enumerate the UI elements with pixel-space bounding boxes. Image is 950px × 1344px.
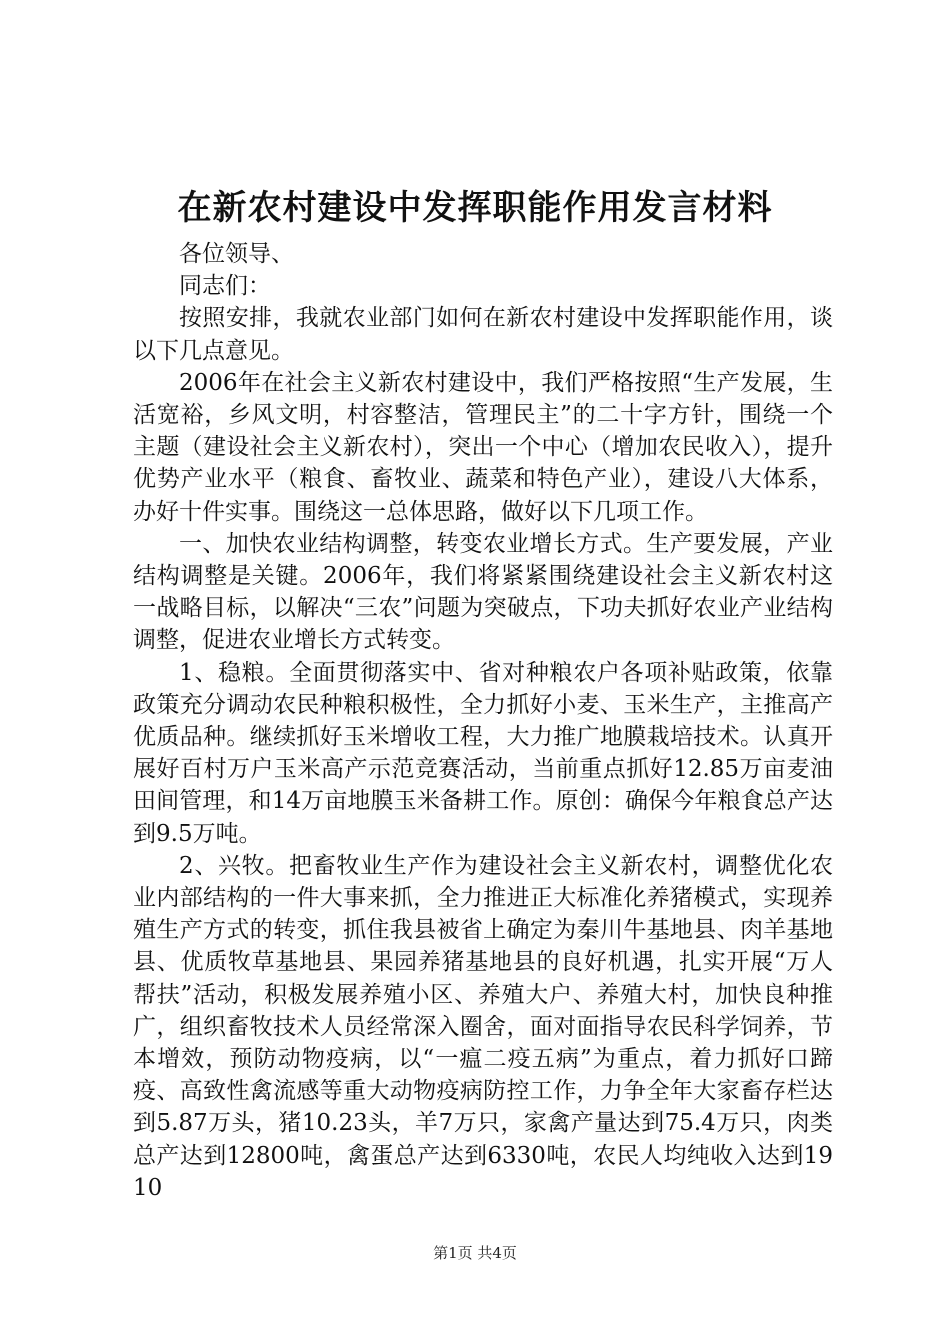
document-body: [133, 238, 833, 1204]
livestock-paragraph: 2、兴牧。把畜牧业生产作为建设社会主义新农村，调整优化农业内部结构的一件大事来抓，全力推进正大标准化养猪模式，实现养殖生产方式的转变，抓住我县被省上确定为秦川牛基地县、肉羊基地县、优质牧草基地县、果园养猪基地县的良好机遇，扎实开展“万人帮扶”活动，积极发展养殖小区、养殖大户、养殖大村，加快良种推广，组织畜牧技术人员经常深入圈舍，面对面指导农民科学饲养，节本增效，预防动物疫病，以“一瘟二疫五病”为重点，着力抓好口蹄疫、高致性禽流感等重大动物疫病防控工作，力争全年大家畜存栏达到5.87万头，猪10.23头，羊7万只，家禽产量达到75.4万只，肉类总产达到12800吨，禽蛋总产达到6330吨，农民人均纯收入达到1910: [133, 852, 833, 1201]
grain-paragraph: 1、稳粮。全面贯彻落实中、省对种粮农户各项补贴政策，依靠政策充分调动农民种粮积极性，全力抓好小麦、玉米生产，主推高产优质品种。继续抓好玉米增收工程，大力推广地膜栽培技术。认真开展好百村万户玉米高产示范竞赛活动，当前重点抓好12.85万亩麦油田间管理，和14万亩地膜玉米备耕工作。原创：确保今年粮食总产达到9.5万吨。: [133, 659, 833, 847]
document-title: 在新农村建设中发挥职能作用发言材料: [177, 188, 773, 228]
intro-paragraph: 按照安排，我就农业部门如何在新农村建设中发挥职能作用，谈以下几点意见。: [133, 305, 833, 364]
section-one-paragraph: 一、加快农业结构调整，转变农业增长方式。生产要发展，产业结构调整是关键。2006年，我们将紧紧围绕建设社会主义新农村这一战略目标，以解决“三农”问题为突破点，下功夫抓好农业产业结构调整，促进农业增长方式转变。: [133, 530, 833, 654]
salutation-comrades: 同志们：: [179, 273, 271, 300]
policy-paragraph: 2006年在社会主义新农村建设中，我们严格按照“生产发展，生活宽裕，乡风文明，村容整洁，管理民主”的二十字方针，围绕一个主题（建设社会主义新农村），突出一个中心（增加农民收入），提升优势产业水平（粮食、畜牧业、蔬菜和特色产业），建设八大体系，办好十件实事。围绕这一总体思路，做好以下几项工作。: [133, 369, 833, 525]
page-number-footer: 第1页 共4页: [433, 1244, 517, 1262]
salutation-leaders: 各位领导、: [179, 241, 294, 267]
